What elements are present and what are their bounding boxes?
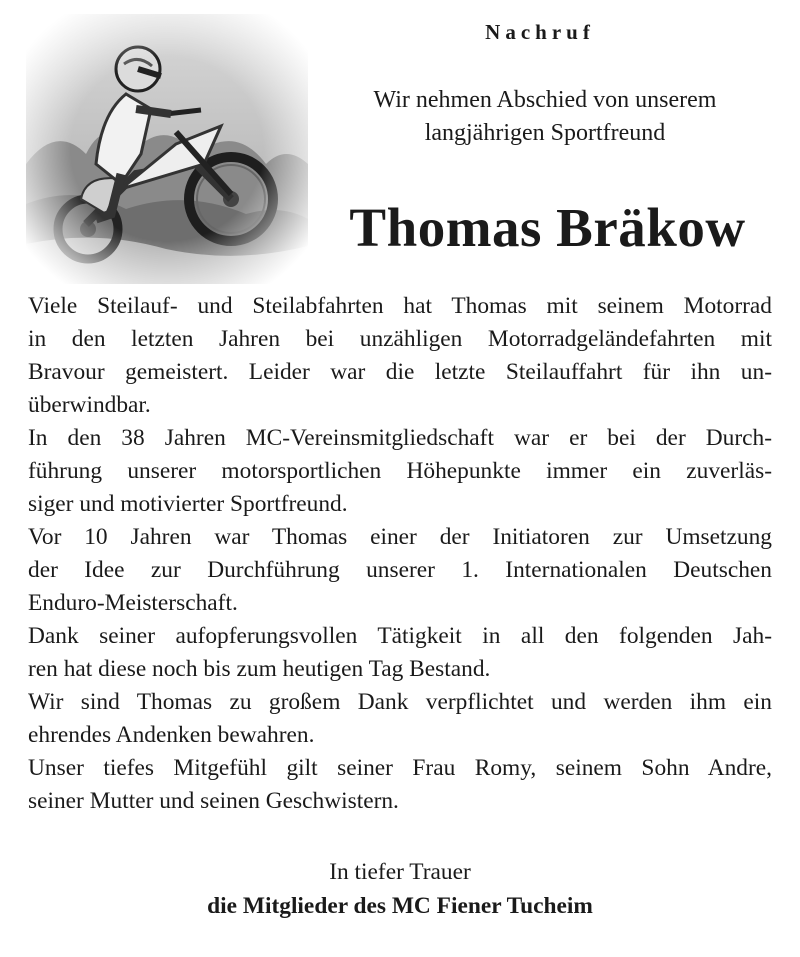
intro-line-2: langjährigen Sportfreund <box>424 120 666 146</box>
paragraph <box>28 521 772 620</box>
text-line: Unser tiefes Mitgefühl gilt seiner Frau Romy, seinem Sohn Andre, <box>28 755 772 781</box>
text-line: Viele Steilauf- und Steilabfahrten hat Thomas mit seinem Motorrad <box>28 293 772 319</box>
text-line: führung unserer motorsportlichen Höhepunkte immer ein zuverläs- <box>28 458 772 484</box>
deceased-name: Thomas Bräkow <box>349 197 746 258</box>
text-line: In den 38 Jahren MC-Vereinsmitgliedschaft war er bei der Durch- <box>28 425 772 451</box>
text-line: Bravour gemeistert. Leider war die letzte Steilauffahrt für ihn un- <box>28 359 772 385</box>
text-line: Enduro-Meisterschaft. <box>28 590 238 616</box>
text-line: in den letzten Jahren bei unzähligen Motorradgeländefahrten mit <box>28 326 772 352</box>
paragraph <box>28 620 772 686</box>
text-line: der Idee zur Durchführung unserer 1. Internationalen Deutschen <box>28 557 772 583</box>
text-line: seiner Mutter und seinen Geschwistern. <box>28 788 399 814</box>
intro-text <box>330 84 760 150</box>
text-line: Wir sind Thomas zu großem Dank verpflichtet und werden ihm ein <box>28 689 772 715</box>
intro-line-1: Wir nehmen Abschied von unserem <box>373 87 717 113</box>
notice-heading: Nachruf <box>485 20 595 44</box>
signature: die Mitglieder des MC Fiener Tucheim <box>207 893 593 919</box>
text-line: Dank seiner aufopferungsvollen Tätigkeit in all den folgenden Jah- <box>28 623 772 649</box>
obituary-body <box>28 290 772 818</box>
closing-block <box>0 855 800 923</box>
text-line: Vor 10 Jahren war Thomas einer der Initiatoren zur Umsetzung <box>28 524 772 550</box>
paragraph <box>28 290 772 422</box>
text-line: ehrendes Andenken bewahren. <box>28 722 315 748</box>
paragraph <box>28 686 772 752</box>
text-line: überwindbar. <box>28 392 151 418</box>
text-line: siger und motivierter Sportfreund. <box>28 491 348 517</box>
motocross-photo <box>26 14 308 284</box>
paragraph <box>28 752 772 818</box>
text-line: ren hat diese noch bis zum heutigen Tag Bestand. <box>28 656 491 682</box>
motocross-rider-image <box>26 14 308 284</box>
closing-line: In tiefer Trauer <box>329 859 471 885</box>
paragraph <box>28 422 772 521</box>
